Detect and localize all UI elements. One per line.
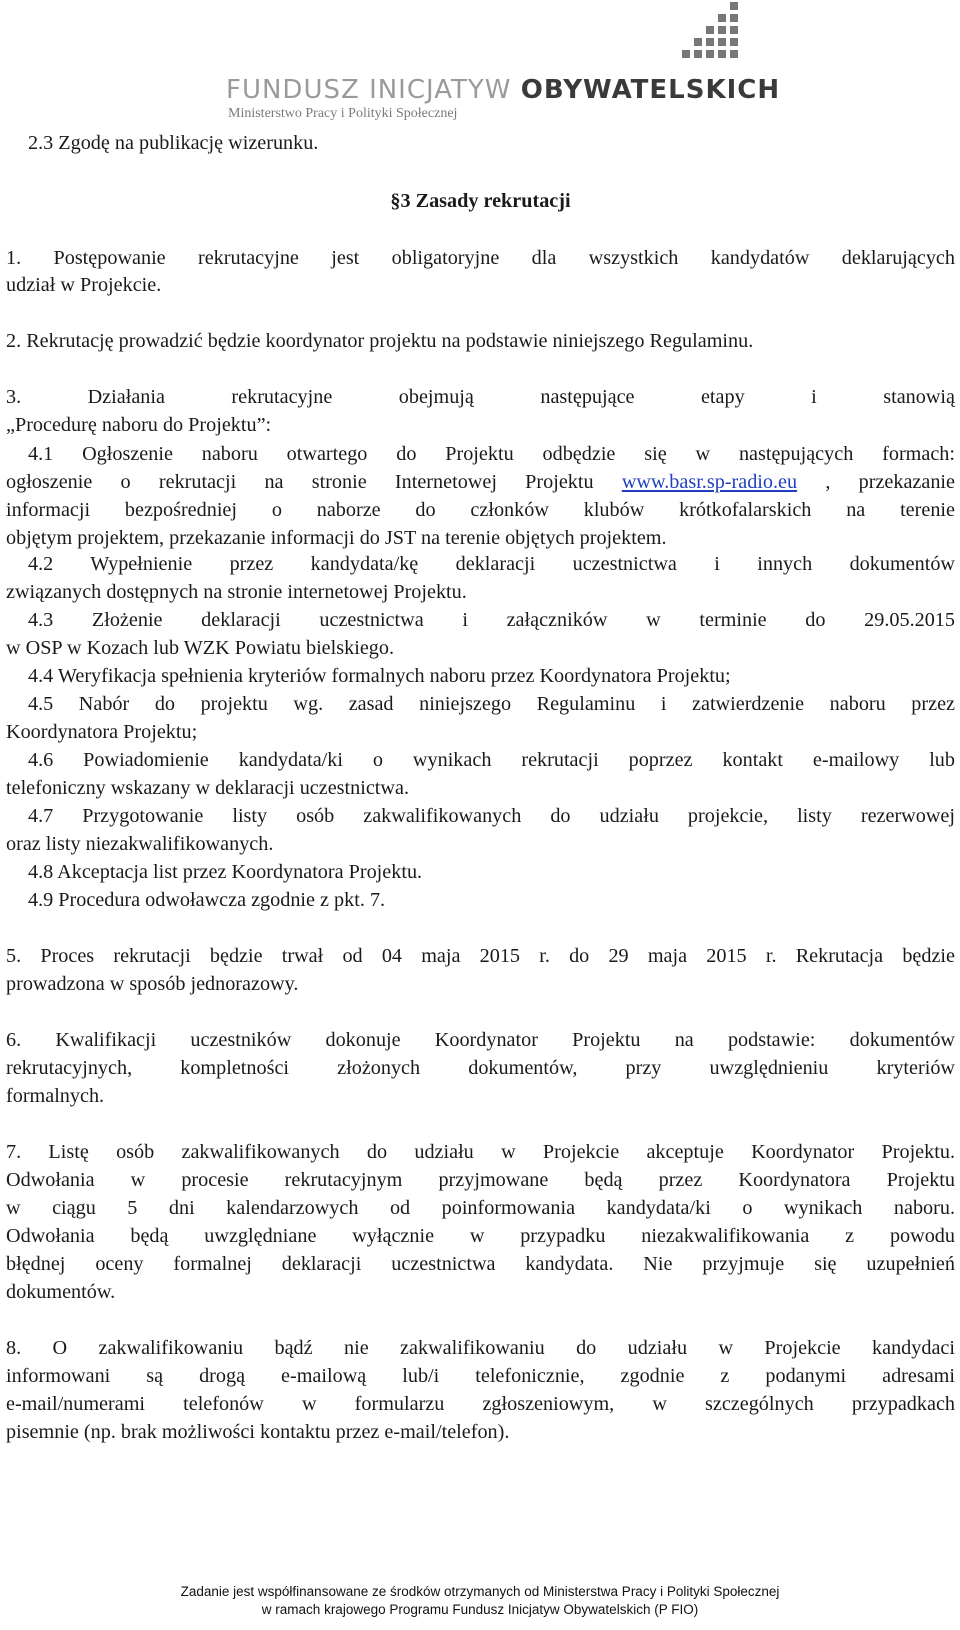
p3-line2: „Procedurę naboru do Projektu”: <box>6 414 272 436</box>
p3-line1: 3. Działania rekrutacyjne obejmują następujące etapy i stanowią <box>6 386 955 408</box>
p6-line2: rekrutacyjnych, kompletności złożonych dokumentów, przy uwzględnieniu kryteriów <box>6 1057 955 1079</box>
s47-line2: oraz listy niezakwalifikowanych. <box>6 833 274 855</box>
logo-brand <box>226 74 780 106</box>
s41-line2 <box>6 467 955 497</box>
p1-line1: 1. Postępowanie rekrutacyjne jest obligatoryjne dla wszystkich kandydatów deklarujących <box>6 247 955 269</box>
p5-line1: 5. Proces rekrutacji będzie trwał od 04 maja 2015 r. do 29 maja 2015 r. Rekrutacja będzie <box>6 945 955 967</box>
p6-line3: formalnych. <box>6 1085 105 1107</box>
p7-line3: w ciągu 5 dni kalendarzowych od poinformowania kandydata/ki o wynikach naboru. <box>6 1197 955 1219</box>
logo-dots-icon <box>678 0 748 64</box>
s48-line1: 4.8 Akceptacja list przez Koordynatora Projektu. <box>28 861 423 883</box>
footer <box>0 1583 960 1619</box>
p7-line4: Odwołania będą uwzględniane wyłącznie w przypadku niezakwalifikowania z powodu <box>6 1225 955 1247</box>
p8-line1: 8. O zakwalifikowaniu bądź nie zakwalifikowaniu do udziału w Projekcie kandydaci <box>6 1337 955 1359</box>
s45-line1: 4.5 Nabór do projektu wg. zasad niniejszego Regulaminu i zatwierdzenie naboru przez <box>28 693 955 715</box>
p1-line2: udział w Projekcie. <box>6 274 162 296</box>
logo-ministry: Ministerstwo Pracy i Polityki Społecznej <box>228 106 458 121</box>
s41-line2-post: , przekazanie <box>797 471 955 493</box>
s42-line1: 4.2 Wypełnienie przez kandydata/kę deklaracji uczestnictwa i innych dokumentów <box>28 553 955 575</box>
footer-line2: w ramach krajowego Programu Fundusz Inicjatyw Obywatelskich (P FIO) <box>261 1602 699 1617</box>
logo-brand-dark: OBYWATELSKICH <box>520 75 781 105</box>
section-2-3: 2.3 Zgodę na publikację wizerunku. <box>28 132 319 154</box>
s41-line1: 4.1 Ogłoszenie naboru otwartego do Projektu odbędzie się w następujących formach: <box>28 443 955 465</box>
logo-brand-light: FUNDUSZ INICJATYW <box>226 75 512 105</box>
s49-line1: 4.9 Procedura odwoławcza zgodnie z pkt. 7. <box>28 889 386 911</box>
s44-line1: 4.4 Weryfikacja spełnienia kryteriów formalnych naboru przez Koordynatora Projektu; <box>28 665 731 687</box>
footer-line1: Zadanie jest współfinansowane ze środków otrzymanych od Ministerstwa Pracy i Polityki Społecznej <box>180 1584 780 1599</box>
s41-line2-pre: ogłoszenie o rekrutacji na stronie Internetowej Projektu <box>6 471 622 493</box>
section-title: §3 Zasady rekrutacji <box>390 190 571 212</box>
s41-line4: objętym projektem, przekazanie informacji do JST na terenie objętych projektem. <box>6 527 667 549</box>
s43-line1: 4.3 Złożenie deklaracji uczestnictwa i załączników w terminie do 29.05.2015 <box>28 609 955 631</box>
fio-logo <box>226 0 781 125</box>
p8-line3: e-mail/numerami telefonów w formularzu zgłoszeniowym, w szczególnych przypadkach <box>6 1393 955 1415</box>
s46-line1: 4.6 Powiadomienie kandydata/ki o wynikach rekrutacji poprzez kontakt e-mailowy lub <box>28 749 955 771</box>
p5-line2: prowadzona w sposób jednorazowy. <box>6 973 299 995</box>
p6-line1: 6. Kwalifikacji uczestników dokonuje Koordynator Projektu na podstawie: dokumentów <box>6 1029 955 1051</box>
s42-line2: związanych dostępnych na stronie internetowej Projektu. <box>6 581 467 603</box>
s46-line2: telefoniczny wskazany w deklaracji uczestnictwa. <box>6 777 410 799</box>
p7-line6: dokumentów. <box>6 1281 116 1303</box>
s43-line2: w OSP w Kozach lub WZK Powiatu bielskiego. <box>6 637 395 659</box>
p2-line1: 2. Rekrutację prowadzić będzie koordynator projektu na podstawie niniejszego Regulaminu. <box>6 330 754 352</box>
p8-line2: informowani są drogą e-mailową lub/i telefonicznie, zgodnie z podanymi adresami <box>6 1365 955 1387</box>
p7-line5: błędnej oceny formalnej deklaracji uczestnictwa kandydata. Nie przyjmuje się uzupełnień <box>6 1253 955 1275</box>
project-website-link[interactable]: www.basr.sp-radio.eu <box>621 471 798 493</box>
s41-line3: informacji bezpośredniej o naborze do członków klubów krótkofalarskich na terenie <box>6 499 955 521</box>
s47-line1: 4.7 Przygotowanie listy osób zakwalifikowanych do udziału projekcie, listy rezerwowej <box>28 805 955 827</box>
p7-line2: Odwołania w procesie rekrutacyjnym przyjmowane będą przez Koordynatora Projektu <box>6 1169 955 1191</box>
p7-line1: 7. Listę osób zakwalifikowanych do udziału w Projekcie akceptuje Koordynator Projektu. <box>6 1141 955 1163</box>
p8-line4: pisemnie (np. brak możliwości kontaktu przez e-mail/telefon). <box>6 1421 510 1443</box>
s45-line2: Koordynatora Projektu; <box>6 721 198 743</box>
